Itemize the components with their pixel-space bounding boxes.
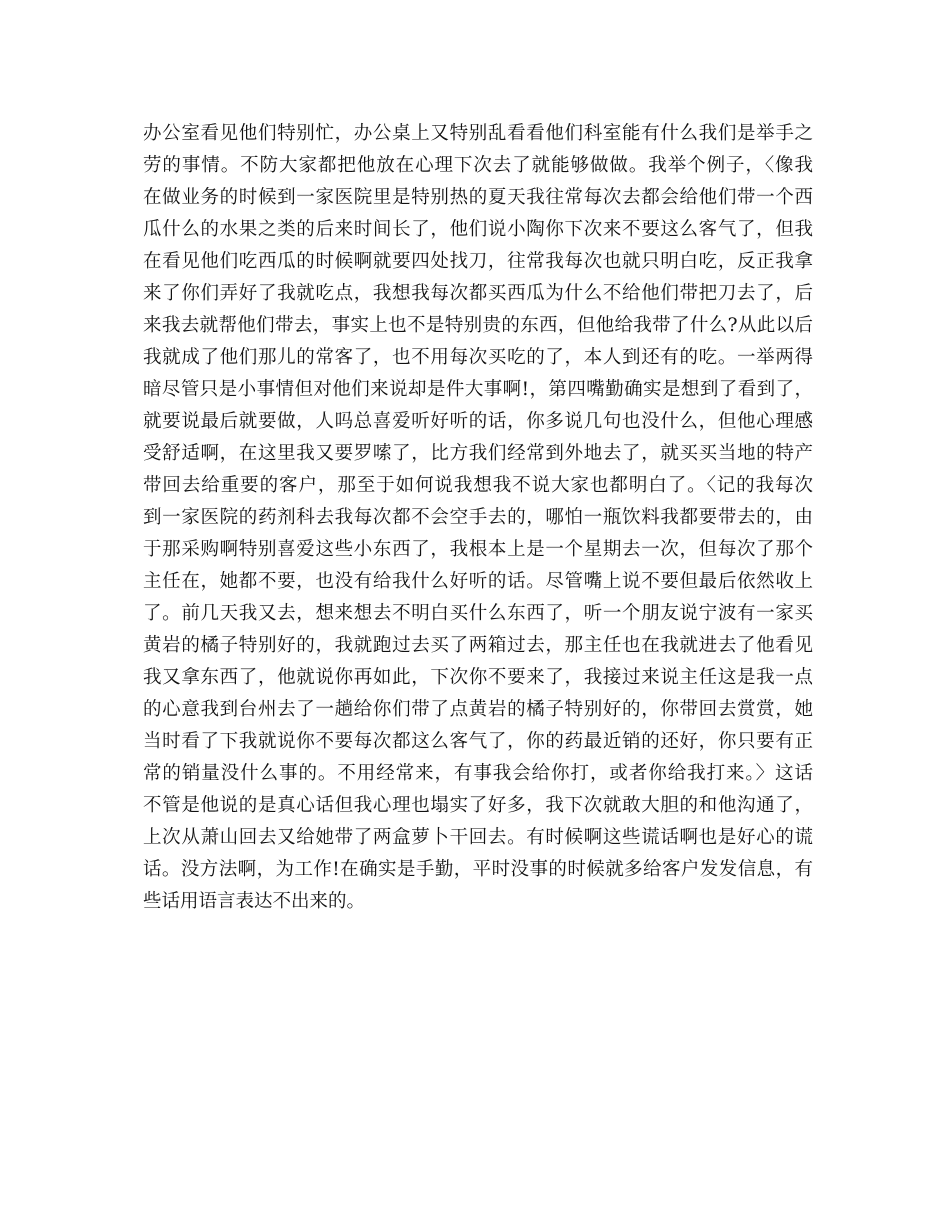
text-line: 我就成了他们那儿的常客了，也不用每次买吃的了，本人到还有的吃。一举两得 [143,347,813,368]
text-line: 于那采购啊特别喜爱这些小东西了，我根本上是一个星期去一次，但每次了那个 [143,539,813,560]
text-line: 办公室看见他们特别忙，办公桌上又特别乱看看他们科室能有什么我们是举手之 [143,123,813,144]
text-line: 的心意我到台州去了一趟给你们带了点黄岩的橘子特别好的，你带回去赏赏，她 [143,699,813,720]
text-line: 在做业务的时候到一家医院里是特别热的夏天我往常每次去都会给他们带一个西 [143,187,813,208]
text-line: 了。前几天我又去，想来想去不明白买什么东西了，听一个朋友说宁波有一家买 [143,603,813,624]
text-line: 瓜什么的水果之类的后来时间长了，他们说小陶你下次来不要这么客气了，但我 [143,219,813,240]
text-line: 当时看了下我就说你不要每次都这么客气了，你的药最近销的还好，你只要有正 [143,731,813,752]
body-text [143,118,813,918]
text-line: 暗尽管只是小事情但对他们来说却是件大事啊!，第四嘴勤确实是想到了看到了， [143,379,813,400]
text-line: 主任在，她都不要，也没有给我什么好听的话。尽管嘴上说不要但最后依然收上 [143,571,813,592]
text-line: 来我去就帮他们带去，事实上也不是特别贵的东西，但他给我带了什么?从此以后 [143,315,813,336]
text-line: 带回去给重要的客户，那至于如何说我想我不说大家也都明白了。〈记的我每次 [143,475,813,496]
text-line: 我又拿东西了，他就说你再如此，下次你不要来了，我接过来说主任这是我一点 [143,667,813,688]
text-line: 不管是他说的是真心话但我心理也塌实了好多，我下次就敢大胆的和他沟通了， [143,795,813,816]
text-line: 些话用语言表达不出来的。 [143,891,366,912]
text-line: 劳的事情。不防大家都把他放在心理下次去了就能够做做。我举个例子，〈像我 [143,155,813,176]
text-line: 受舒适啊，在这里我又要罗嗦了，比方我们经常到外地去了，就买买当地的特产 [143,443,813,464]
text-line: 话。没方法啊，为工作!在确实是手勤，平时没事的时候就多给客户发发信息，有 [143,859,813,880]
text-line: 黄岩的橘子特别好的，我就跑过去买了两箱过去，那主任也在我就进去了他看见 [143,635,813,656]
text-line: 到一家医院的药剂科去我每次都不会空手去的，哪怕一瓶饮料我都要带去的，由 [143,507,813,528]
text-line: 常的销量没什么事的。不用经常来，有事我会给你打，或者你给我打来。〉这话 [143,763,813,784]
text-line: 就要说最后就要做，人吗总喜爱听好听的话，你多说几句也没什么，但他心理感 [143,411,813,432]
text-line: 上次从萧山回去又给她带了两盒萝卜干回去。有时候啊这些谎话啊也是好心的谎 [143,827,813,848]
text-line: 在看见他们吃西瓜的时候啊就要四处找刀，往常我每次也就只明白吃，反正我拿 [143,251,813,272]
text-line: 来了你们弄好了我就吃点，我想我每次都买西瓜为什么不给他们带把刀去了，后 [143,283,813,304]
